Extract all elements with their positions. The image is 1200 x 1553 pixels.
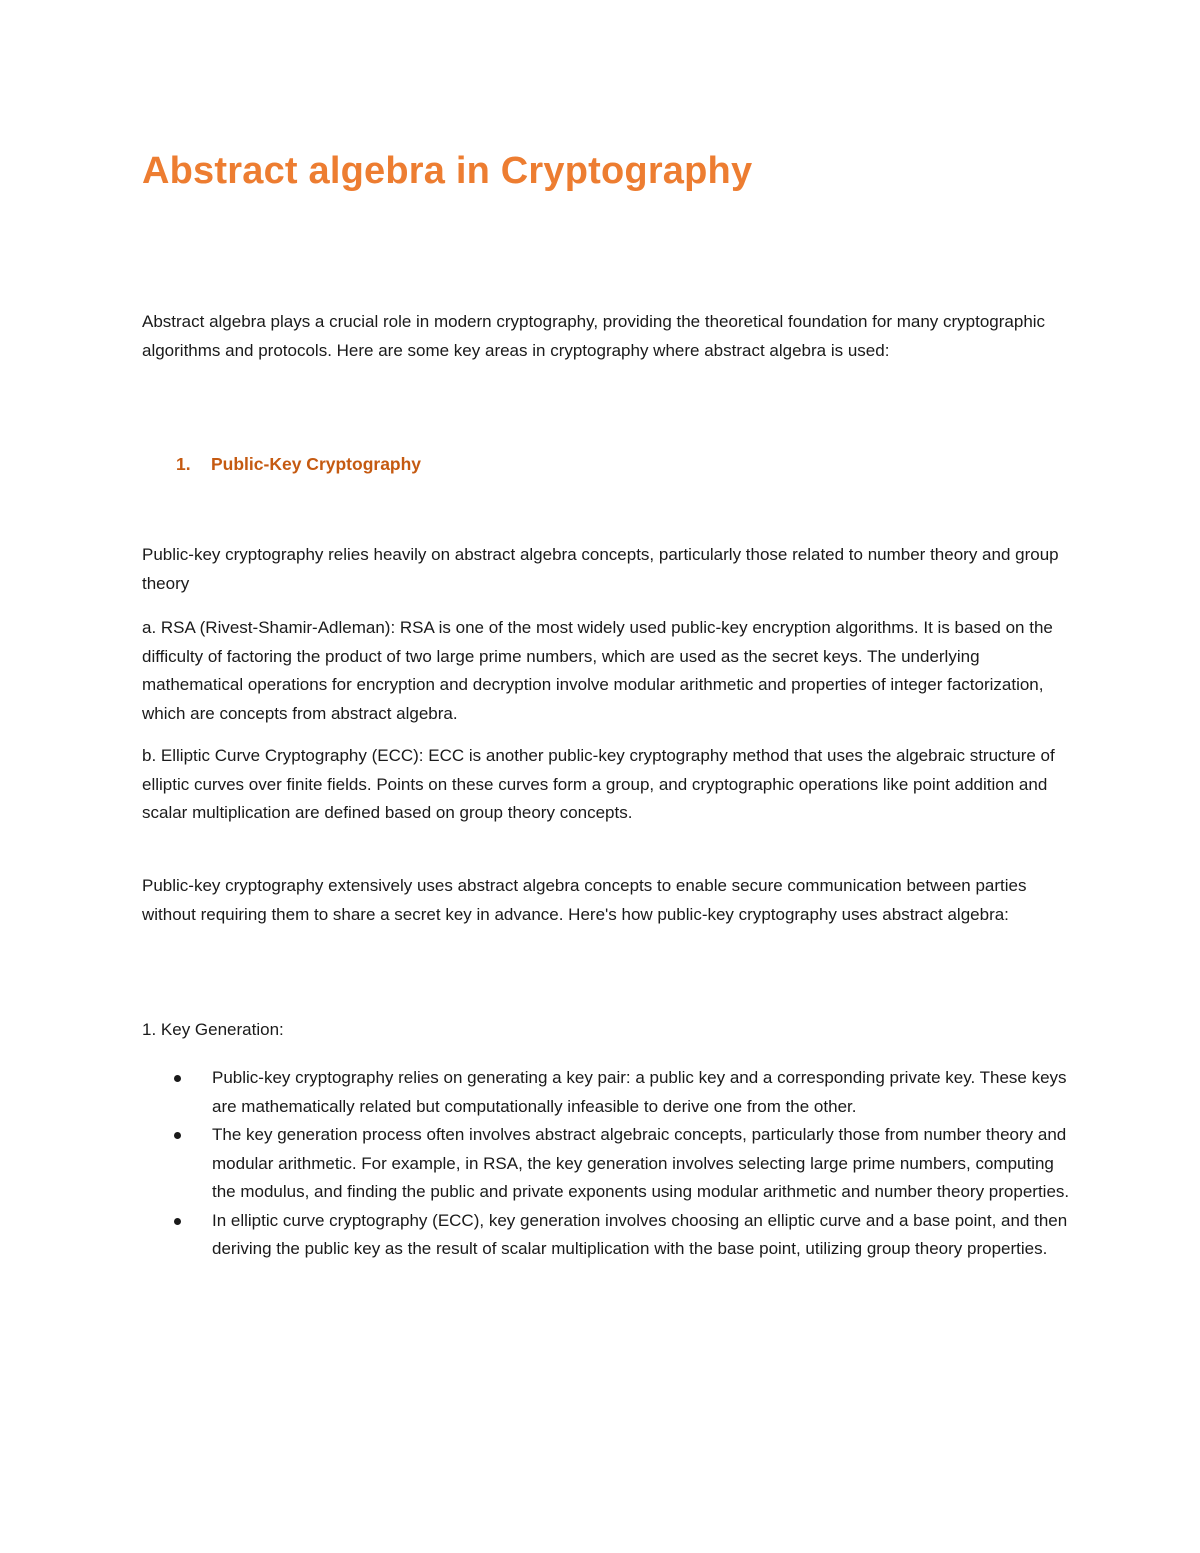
list-item-text: Public-key cryptography relies on generating a key pair: a public key and a corresponding private key. These keys are mathematically related but computationally infeasible to derive one from the other. — [212, 1068, 1067, 1116]
key-generation-bullet-list — [142, 1064, 1072, 1264]
list-item — [142, 1121, 1072, 1207]
bullet-icon — [174, 1218, 181, 1225]
public-key-overview-paragraph: Public-key cryptography relies heavily on abstract algebra concepts, particularly those related to number theory and group theory — [142, 545, 1059, 593]
intro-paragraph: Abstract algebra plays a crucial role in modern cryptography, providing the theoretical foundation for many cryptographic algorithms and protocols. Here are some key areas in cryptography where abstract algebra is used: — [142, 312, 1046, 360]
ecc-paragraph: b. Elliptic Curve Cryptography (ECC): ECC is another public-key cryptography method that uses the algebraic structure of elliptic curves over finite fields. Points on these curves form a group, and cryptographic operations like point addition and scalar multiplication are defined based on group theory concepts. — [142, 746, 1055, 822]
list-item-text: The key generation process often involves abstract algebraic concepts, particularly those from number theory and modular arithmetic. For example, in RSA, the key generation involves selecting large prime numbers, computing the modulus, and finding the public and private exponents using modular arithmetic and number theory properties. — [212, 1125, 1070, 1201]
section-number: 1. — [176, 454, 191, 474]
key-generation-subheading: 1. Key Generation: — [142, 1020, 284, 1039]
bullet-icon — [174, 1075, 181, 1082]
document-title: Abstract algebra in Cryptography — [142, 150, 753, 192]
section-heading-public-key — [176, 454, 421, 475]
section-heading-text: Public-Key Cryptography — [211, 454, 422, 474]
bullet-icon — [174, 1132, 181, 1139]
usage-paragraph: Public-key cryptography extensively uses abstract algebra concepts to enable secure communication between parties without requiring them to share a secret key in advance. Here's how public-key cryptography uses abstract algebra: — [142, 876, 1027, 924]
rsa-paragraph: a. RSA (Rivest-Shamir-Adleman): RSA is one of the most widely used public-key encryption algorithms. It is based on the difficulty of factoring the product of two large prime numbers, which are used as the secret keys. The underlying mathematical operations for encryption and decryption involve modular arithmetic and properties of integer factorization, which are concepts from abstract algebra. — [142, 618, 1053, 723]
list-item — [142, 1207, 1072, 1264]
list-item-text: In elliptic curve cryptography (ECC), key generation involves choosing an elliptic curve and a base point, and then deriving the public key as the result of scalar multiplication with the base point, utilizing group theory properties. — [212, 1210, 1068, 1258]
list-item — [142, 1064, 1072, 1121]
